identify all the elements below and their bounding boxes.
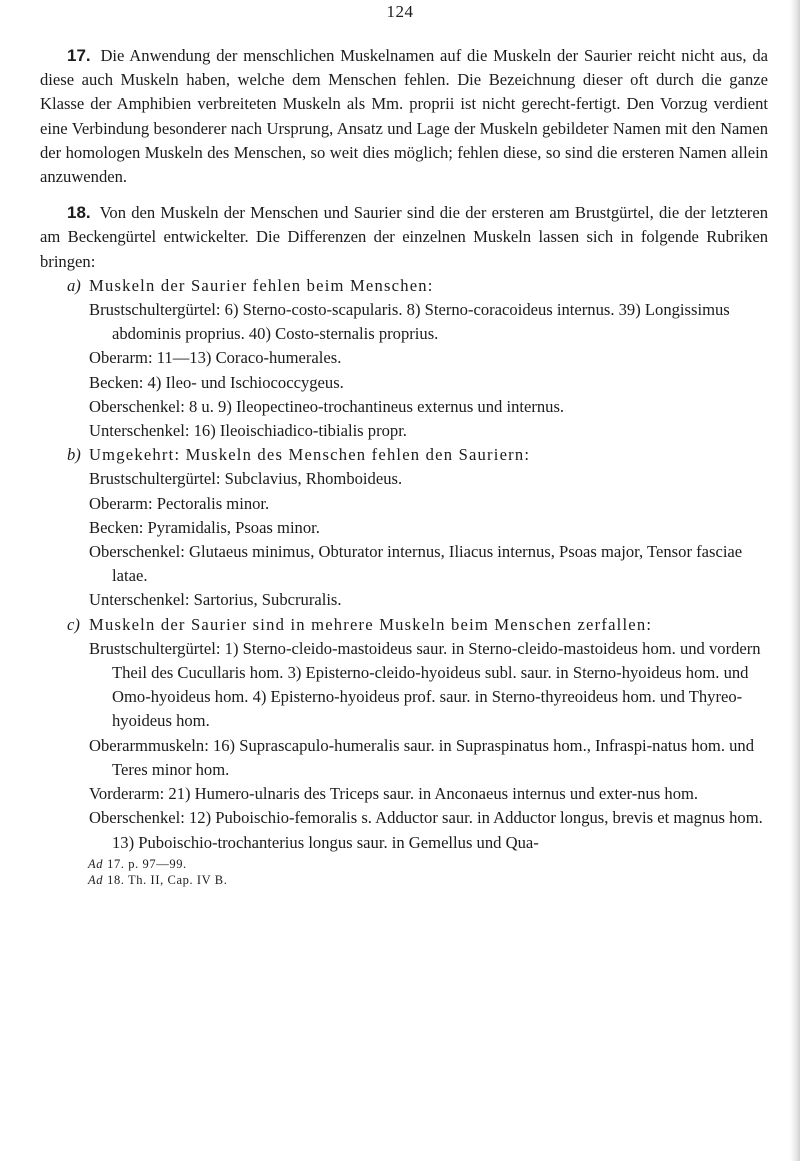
rubric-line: Brustschultergürtel: 6) Sterno-costo-scapularis. 8) Sterno-coracoideus internus. 39) Longissimus abdominis proprius. 40) Costo-sternalis proprius. <box>89 300 730 344</box>
rubric-line: Oberschenkel: 8 u. 9) Ileopectineo-trochantineus externus und internus. <box>89 396 565 416</box>
main-text <box>40 44 768 855</box>
paragraph-number: 17. <box>67 46 91 65</box>
rubric-heading <box>40 274 768 298</box>
rubric-heading-text: Muskeln der Saurier fehlen beim Menschen: <box>89 275 434 295</box>
rubric-line: Oberschenkel: 12) Puboischio-femoralis s. Adductor saur. in Adductor longus, brevis et magnus hom. 13) Puboischio-trochanterius longus saur. in Gemellus und Qua- <box>89 808 763 852</box>
rubric-line: Oberarmmuskeln: 16) Suprascapulo-humeralis saur. in Supraspinatus hom., Infraspi-natus hom. und Teres minor hom. <box>89 735 755 779</box>
footnotes <box>88 856 227 888</box>
rubric-line: Becken: Pyramidalis, Psoas minor. <box>89 517 320 537</box>
paragraph-18 <box>40 201 768 274</box>
rubric-line: Becken: 4) Ileo- und Ischiococcygeus. <box>89 372 344 392</box>
rubric-line: Vorderarm: 21) Humero-ulnaris des Triceps saur. in Anconaeus internus und exter-nus hom. <box>89 784 699 804</box>
rubric-line: Oberschenkel: Glutaeus minimus, Obturator internus, Iliacus internus, Psoas major, Tensor fasciae latae. <box>89 542 743 586</box>
paragraph-number: 18. <box>67 203 91 223</box>
footnote <box>88 872 227 888</box>
paragraph-text: Die Anwendung der menschlichen Muskelnamen auf die Muskeln der Saurier reicht nicht aus, da diese auch Muskeln haben, welche dem Menschen fehlen. Die Bezeichnung dieser oft durch die ganze Klasse der Amphibien verbreiteten Muskeln als Mm. proprii ist nicht gerecht-fertigt. Den Vorzug verdient eine Verbindung besonderer nach Ursprung, Ansatz und Lage der Muskeln gebildeter Namen mit den Namen der homologen Muskeln des Menschen, so weit dies möglich; fehlen diese, so sind die ersteren Namen allein anzuwenden. <box>40 46 769 187</box>
rubric-heading <box>40 443 768 467</box>
footnote-text: 17. p. 97—99. <box>107 857 187 871</box>
footnote-ad: Ad <box>88 857 104 871</box>
rubric-line: Oberarm: Pectoralis minor. <box>89 493 270 513</box>
page-edge-shadow <box>790 0 800 1161</box>
rubric-line: Brustschultergürtel: 1) Sterno-cleido-mastoideus saur. in Sterno-cleido-mastoideus hom. und vordern Theil des Cucullaris hom. 3) Episterno-cleido-hyoideus subl. saur. in Sterno-hyoideus hom. und Omo-hyoideus hom. 4) Episterno-hyoideus prof. saur. in Sterno-thyreoideus hom. und Thyreo-hyoideus hom. <box>89 638 761 731</box>
rubric-c <box>40 613 768 855</box>
rubric-heading-text: Muskeln der Saurier sind in mehrere Muskeln beim Menschen zerfallen: <box>89 614 653 634</box>
rubric-letter: b) <box>67 445 81 465</box>
page-number: 124 <box>386 2 414 21</box>
rubric-a <box>40 274 768 443</box>
rubric-heading-text: Umgekehrt: Muskeln des Menschen fehlen den Sauriern: <box>89 445 531 465</box>
paragraph-text: Von den Muskeln der Menschen und Saurier sind die der ersteren am Brustgürtel, die der letzteren am Beckengürtel entwickelter. Die Differenzen der einzelnen Muskeln lassen sich in folgende Rubriken bringen: <box>40 203 768 271</box>
footnote-ad: Ad <box>88 873 104 887</box>
rubric-line: Brustschultergürtel: Subclavius, Rhomboideus. <box>89 469 403 489</box>
rubric-line: Unterschenkel: Sartorius, Subcruralis. <box>89 590 342 610</box>
rubric-heading <box>40 613 768 637</box>
rubric-line: Unterschenkel: 16) Ileoischiadico-tibialis propr. <box>89 421 407 441</box>
footnote <box>88 856 227 872</box>
footnote-text: 18. Th. II, Cap. IV B. <box>107 873 228 887</box>
rubric-letter: a) <box>67 275 81 295</box>
paragraph-17 <box>40 44 768 189</box>
rubric-line: Oberarm: 11—13) Coraco-humerales. <box>89 348 342 368</box>
rubric-b <box>40 443 768 612</box>
rubric-letter: c) <box>67 614 80 634</box>
